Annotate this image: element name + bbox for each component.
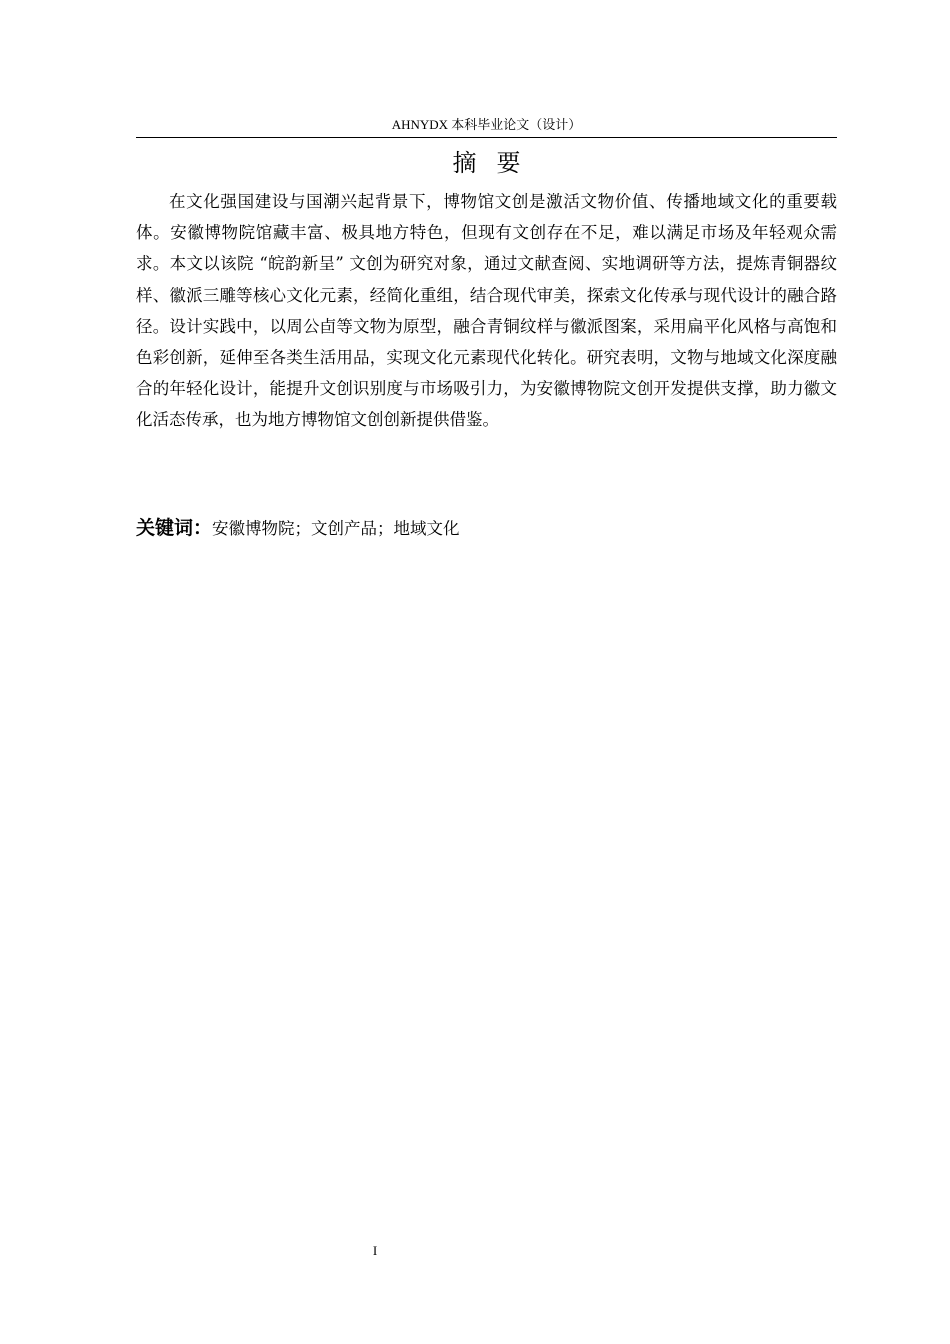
abstract-body: 在文化强国建设与国潮兴起背景下，博物馆文创是激活文物价值、传播地域文化的重要载体。安徽博物院馆藏丰富、极具地方特色，但现有文创存在不足，难以满足市场及年轻观众需求。本文以该院 “皖韵新呈” 文创为研究对象，通过文献查阅、实地调研等方法，提炼青铜器纹样、徽派三雕等核心文化元素，经简化重组，结合现代审美，探索文化传承与现代设计的融合路径。设计实践中，以周公卣等文物为原型，融合青铜纹样与徽派图案，采用扁平化风格与高饱和色彩创新，延伸至各类生活用品，实现文化元素现代化转化。研究表明，文物与地域文化深度融合的年轻化设计，能提升文创识别度与市场吸引力，为安徽博物院文创开发提供支撑，助力徽文化活态传承，也为地方博物馆文创创新提供借鉴。 [136, 192, 837, 430]
keywords-list: 安徽博物院；文创产品；地域文化 [212, 519, 460, 538]
running-header: AHNYDX 本科毕业论文（设计） [391, 117, 582, 132]
page-number: I [372, 1243, 378, 1258]
abstract-title: 摘要 [452, 149, 541, 177]
keywords-line [136, 513, 837, 544]
keywords-label: 关键词： [136, 517, 213, 539]
header-rule [136, 137, 837, 138]
